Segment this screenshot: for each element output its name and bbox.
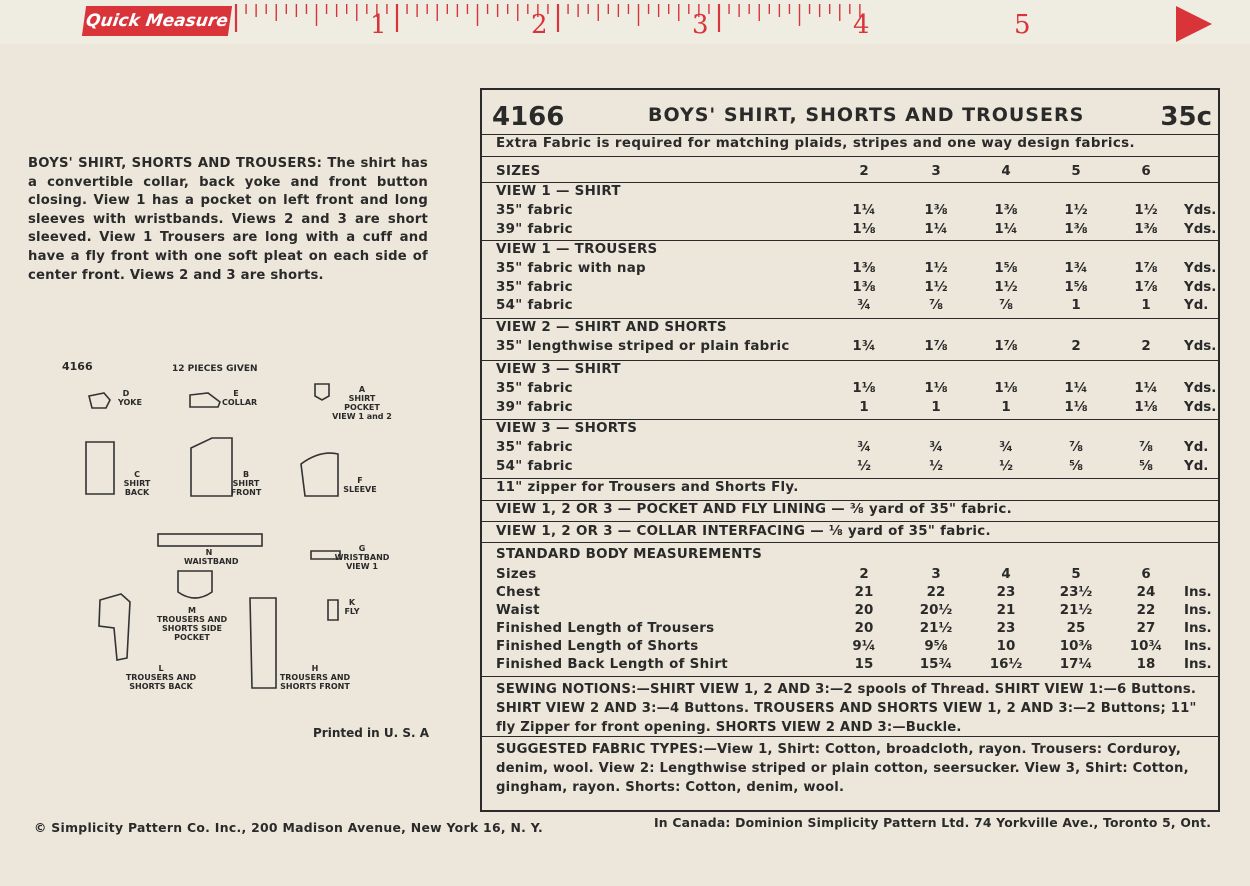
measurement-row: Finished Length of Shorts 9¼ 9⅝ 10 10⅜ 10¾ Ins.	[496, 639, 1212, 654]
section-title-v3shorts: VIEW 3 — SHORTS	[496, 421, 638, 436]
ruler-number-3: 3	[692, 10, 709, 40]
section-title-v3shirt: VIEW 3 — SHIRT	[496, 362, 621, 377]
divider	[482, 419, 1218, 420]
description-lead: BOYS' SHIRT, SHORTS AND TROUSERS:	[28, 156, 323, 171]
diagram-pattern-number: 4166	[62, 360, 93, 373]
piece-c-shirt-back	[86, 442, 114, 494]
ruler-number-2: 2	[531, 10, 548, 40]
divider	[482, 156, 1218, 157]
piece-f-sleeve	[301, 453, 338, 496]
yardage-row: 35" fabric 1⅛ 1⅛ 1⅛ 1¼ 1¼ Yds.	[496, 381, 1217, 396]
extra-fabric-note: Extra Fabric is required for matching plaids, stripes and one way design fabrics.	[496, 136, 1136, 151]
yardage-row: 35" fabric with nap 1⅜ 1½ 1⅝ 1¾ 1⅞ Yds.	[496, 261, 1217, 276]
divider	[482, 676, 1218, 677]
size-6: 6	[1141, 164, 1151, 179]
ruler-number-4: 4	[853, 10, 870, 40]
footer-copyright: © Simplicity Pattern Co. Inc., 200 Madison Avenue, New York 16, N. Y.	[34, 820, 544, 835]
suggested-fabrics: SUGGESTED FABRIC TYPES:—View 1, Shirt: Cotton, broadcloth, rayon. Trousers: Corduroy, denim, wool. View 2: Lengthwise striped or plain cotton, seersucker. View 3, Shirt: Cotton, gingham, rayon. Shorts: Cotton, denim, wool.	[496, 742, 1189, 795]
label-n: N WAISTBAND	[184, 548, 239, 566]
yardage-row: 35" lengthwise striped or plain fabric 1¾ 1⅞ 1⅞ 2 2 Yds.	[496, 339, 1217, 354]
divider	[482, 240, 1218, 241]
measurement-row: Finished Back Length of Shirt 15 15¾ 16½ 17¼ 18 Ins.	[496, 657, 1212, 672]
label-c: C SHIRT BACK	[123, 470, 151, 497]
measurement-row: Finished Length of Trousers 20 21½ 23 25 27 Ins.	[496, 621, 1212, 636]
piece-n-waistband	[158, 534, 262, 546]
label-h: H TROUSERS AND SHORTS FRONT	[279, 664, 351, 691]
piece-a-pocket	[315, 384, 329, 400]
yardage-chart	[480, 88, 1220, 812]
section-title-v1shirt: VIEW 1 — SHIRT	[496, 184, 621, 199]
divider	[482, 500, 1218, 501]
yardage-row: 35" fabric ¾ ¾ ¾ ⅞ ⅞ Yd.	[496, 440, 1209, 455]
sizes-header-row	[496, 164, 1220, 182]
piece-h-trousers-front	[250, 598, 276, 688]
measurements-title: STANDARD BODY MEASUREMENTS	[496, 547, 763, 562]
quick-measure-badge: Quick Measure	[82, 6, 232, 36]
size-4: 4	[1001, 164, 1011, 179]
measurement-row: Waist 20 20½ 21 21½ 22 Ins.	[496, 603, 1212, 618]
size-5: 5	[1071, 164, 1081, 179]
interfacing-note: VIEW 1, 2 OR 3 — COLLAR INTERFACING — ⅛ yard of 35" fabric.	[496, 524, 991, 539]
chart-title: BOYS' SHIRT, SHORTS AND TROUSERS	[648, 104, 1085, 126]
label-a: A SHIRT POCKET VIEW 1 and 2	[332, 385, 392, 421]
label-g: G WRISTBAND VIEW 1	[334, 544, 390, 571]
label-f: F SLEEVE	[343, 476, 377, 494]
label-b: B SHIRT FRONT	[230, 470, 262, 497]
yardage-row: 39" fabric 1 1 1 1⅛ 1⅛ Yds.	[496, 399, 1217, 415]
section-title-v1trousers: VIEW 1 — TROUSERS	[496, 242, 658, 257]
divider	[482, 736, 1218, 737]
size-3: 3	[931, 164, 941, 179]
label-l: L TROUSERS AND SHORTS BACK	[125, 664, 197, 691]
divider	[482, 134, 1218, 135]
label-e: E COLLAR	[222, 389, 258, 407]
chart-pattern-number: 4166	[492, 102, 565, 132]
piece-b-shirt-front	[191, 438, 232, 496]
yardage-row: 35" fabric 1⅜ 1½ 1½ 1⅝ 1⅞ Yds.	[496, 279, 1217, 295]
sewing-notions: SEWING NOTIONS:—SHIRT VIEW 1, 2 AND 3:—2 spools of Thread. SHIRT VIEW 1:—6 Buttons. SHIRT VIEW 2 AND 3:—4 Buttons. TROUSERS AND SHORTS VIEW 1, 2 AND 3:—2 Buttons; 11" fly Zipper for front opening. SHORTS VIEW 2 AND 3:—Buckle.	[496, 682, 1197, 735]
divider	[482, 318, 1218, 319]
ruler-number-1: 1	[370, 10, 387, 40]
diagram-pieces-count: 12 PIECES GIVEN	[172, 364, 258, 374]
lining-note: VIEW 1, 2 OR 3 — POCKET AND FLY LINING — ⅜ yard of 35" fabric.	[496, 502, 1012, 517]
measurement-row: Sizes 2 3 4 5 6	[496, 567, 1151, 582]
piece-l-trousers-back	[99, 594, 130, 660]
divider	[482, 478, 1218, 479]
piece-e-collar	[190, 393, 220, 407]
measurement-row: Chest 21 22 23 23½ 24 Ins.	[496, 585, 1212, 600]
ruler-number-6: 6	[1175, 10, 1192, 40]
yardage-row: 54" fabric ¾ ⅞ ⅞ 1 1 Yd.	[496, 298, 1209, 313]
yardage-row: 35" fabric 1¼ 1⅜ 1⅜ 1½ 1½ Yds.	[496, 203, 1217, 218]
label-k: K FLY	[344, 598, 360, 616]
divider	[482, 521, 1218, 522]
footer-canada: In Canada: Dominion Simplicity Pattern Ltd. 74 Yorkville Ave., Toronto 5, Ont.	[654, 815, 1212, 830]
divider	[482, 542, 1218, 543]
divider	[482, 360, 1218, 361]
ruler-number-5: 5	[1014, 10, 1031, 40]
size-2: 2	[859, 164, 869, 179]
description-body: The shirt has a convertible collar, back yoke and front button closing. View 1 has a pocket on left front and long sleeves with wristbands. Views 2 and 3 are short sleeved. View 1 Trousers are long with a cuff and have a fly front with one soft pleat on each side of center front. Views 2 and 3 are shorts.	[28, 156, 428, 283]
chart-price: 35c	[1160, 102, 1212, 132]
sizes-label: SIZES	[496, 164, 541, 179]
piece-d-yoke	[89, 393, 110, 408]
yardage-row: 54" fabric ½ ½ ½ ⅝ ⅝ Yd.	[496, 458, 1209, 474]
label-d: D YOKE	[118, 389, 142, 407]
section-title-v2: VIEW 2 — SHIRT AND SHORTS	[496, 320, 727, 335]
printed-in-usa: Printed in U. S. A	[313, 726, 429, 740]
zipper-note: 11" zipper for Trousers and Shorts Fly.	[496, 480, 799, 495]
piece-m-side-pocket	[178, 571, 212, 598]
piece-k-fly	[328, 600, 338, 620]
yardage-row: 39" fabric 1⅛ 1¼ 1¼ 1⅜ 1⅜ Yds.	[496, 221, 1217, 237]
label-m: M TROUSERS AND SHORTS SIDE POCKET	[156, 606, 228, 642]
divider	[482, 182, 1218, 183]
